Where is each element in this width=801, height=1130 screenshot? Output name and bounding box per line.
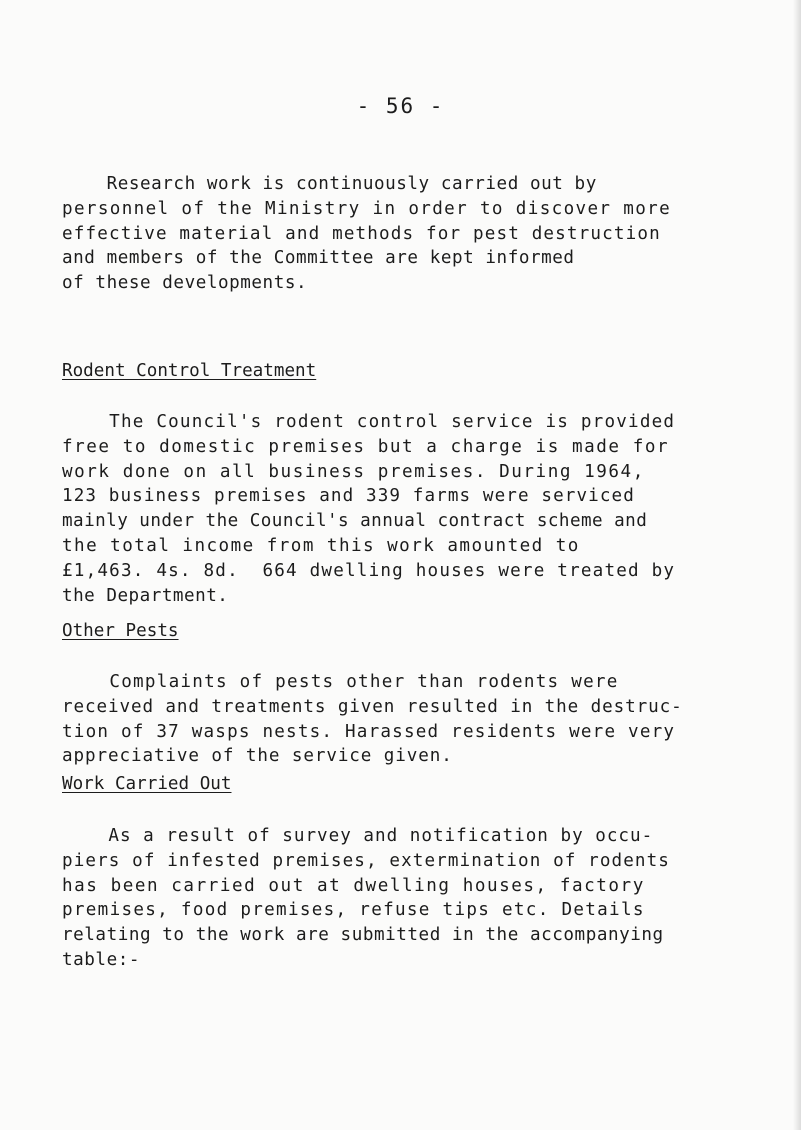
page-number: - 56 - (356, 94, 445, 118)
text-line: premises, food premises, refuse tips etc. Details (62, 900, 645, 921)
text-line: and members of the Committee are kept informed (62, 248, 575, 269)
text-line: 123 business premises and 339 farms were serviced (62, 486, 635, 507)
text-line: the total income from this work amounted to (62, 535, 580, 556)
other-pests-paragraph (0, 670, 801, 769)
text-line: tion of 37 wasps nests. Harassed residents were very (62, 721, 676, 742)
text-line: Complaints of pests other than rodents were (62, 672, 619, 692)
rodent-control-paragraph (0, 410, 801, 608)
text-line: free to domestic premises but a charge is made for (62, 436, 670, 457)
intro-paragraph (0, 172, 801, 296)
page-edge-shadow (793, 0, 801, 1130)
text-line: piers of infested premises, extermination of rodents (62, 850, 671, 871)
text-line: work done on all business premises. During 1964, (62, 461, 645, 482)
text-line: the Department. (62, 585, 229, 606)
text-line: has been carried out at dwelling houses, factory (62, 875, 645, 896)
text-line: relating to the work are submitted in the accompanying (62, 925, 664, 946)
text-line: £1,463. 4s. 8d. 664 dwelling houses were treated by (62, 560, 676, 581)
text-line: personnel of the Ministry in order to discover more (62, 198, 672, 219)
text-line: of these developments. (62, 273, 308, 294)
text-line: As a result of survey and notification by occu- (62, 826, 654, 846)
section-heading-other-pests: Other Pests (62, 621, 179, 641)
text-line: table:- (62, 949, 140, 970)
text-line: effective material and methods for pest destruction (62, 223, 661, 244)
text-line: received and treatments given resulted in the destruc- (62, 696, 683, 717)
text-line: The Council's rodent control service is provided (62, 412, 676, 432)
text-line: mainly under the Council's annual contract scheme and (62, 511, 648, 532)
work-carried-out-paragraph (0, 824, 801, 973)
section-heading-rodent-control: Rodent Control Treatment (62, 361, 317, 381)
text-line: appreciative of the service given. (62, 746, 453, 767)
text-line: Research work is continuously carried out by (62, 174, 597, 194)
section-heading-work-carried-out: Work Carried Out (62, 774, 232, 794)
